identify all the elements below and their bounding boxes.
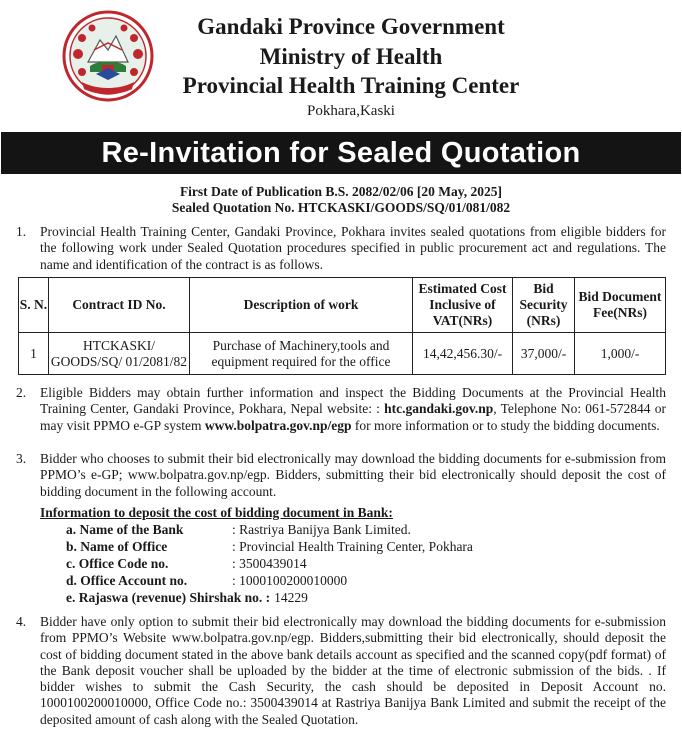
bank-row-office-code — [66, 556, 307, 572]
notice-title-banner: Re-Invitation for Sealed Quotation — [1, 132, 681, 174]
cell-bid-fee: 1,000/- — [575, 333, 666, 375]
bank-info-heading: Information to deposit the cost of bidding document in Bank: — [40, 505, 393, 520]
cell-sn: 1 — [19, 333, 49, 375]
paragraph-2 — [40, 385, 666, 434]
paragraph-number: 1. — [16, 224, 27, 239]
col-header-sn: S. N. — [19, 278, 49, 333]
website-link[interactable]: htc.gandaki.gov.np — [384, 401, 494, 417]
location: Pokhara,Kaski — [307, 103, 395, 119]
bank-row-name — [66, 522, 411, 538]
cell-description: Purchase of Machinery,tools and equipment required for the office — [190, 333, 413, 375]
quotation-number: Sealed Quotation No. HTCKASKI/GOODS/SQ/01/081/082 — [171, 200, 511, 215]
bank-row-office — [66, 539, 473, 555]
bank-row-account — [66, 573, 348, 589]
col-header-bid-security: Bid Security (NRs) — [513, 278, 575, 333]
paragraph-number: 2. — [16, 385, 27, 400]
col-header-contract-id: Contract ID No. — [49, 278, 190, 333]
publication-info — [0, 184, 682, 216]
ministry-name: Ministry of Health — [259, 44, 443, 69]
table-row — [19, 333, 666, 375]
government-name: Gandaki Province Government — [197, 14, 505, 39]
cell-estimated-cost: 14,42,456.30/- — [413, 333, 513, 375]
cell-contract-id: HTCKASKI/ GOODS/SQ/ 01/2081/82 — [49, 333, 190, 375]
paragraph-3: Bidder who chooses to submit their bid electronically may download the bidding documents for e-submission from PPMO’s e-GP; www.bolpatra.gov.np/egp. Bidders, submitting their bid electronically should deposit the cost of bidding document in the following account. — [40, 451, 666, 499]
col-header-description: Description of work — [190, 278, 413, 333]
paragraph-number: 3. — [16, 451, 27, 466]
col-header-bid-fee: Bid Document Fee(NRs) — [575, 278, 666, 333]
paragraph-2-text-c: for more information or to study the bidding documents. — [351, 417, 660, 433]
cell-bid-security: 37,000/- — [513, 333, 575, 375]
publication-date: First Date of Publication B.S. 2082/02/06 [20 May, 2025] — [179, 184, 503, 199]
paragraph-number: 4. — [16, 614, 27, 629]
table-header-row — [19, 278, 666, 333]
bank-row-label: c. Office Code no. — [66, 556, 169, 571]
paragraph-2-text-b: , Telephone No: 061-572844 or may visit PPMO e-GP system — [40, 401, 667, 433]
bank-row-value: : Rastriya Banijya Bank Limited. — [232, 522, 411, 537]
bank-row-value: 14229 — [274, 590, 308, 605]
bank-row-label: e. Rajaswa (revenue) Shirshak no. : — [66, 590, 271, 605]
bank-row-value: : 3500439014 — [232, 556, 307, 571]
bank-row-label: d. Office Account no. — [66, 573, 188, 588]
bank-row-value: : Provincial Health Training Center, Pokhara — [232, 539, 473, 554]
contract-table — [18, 277, 666, 375]
bank-row-revenue — [66, 590, 308, 606]
center-name: Provincial Health Training Center — [182, 73, 520, 98]
paragraph-4: Bidder have only option to submit their bid electronically may download the bidding documents for e-submission from PPMO’s Website www.bolpatra.gov.np/egp. Bidders,submitting their bid electronically, should deposit the cost of bidding document stated in the above bank details account as specified and the scanned copy(pdf format) of the Bank deposit voucher shall be uploaded by the bidder at the time of electronic submission of the bids. . If bidder wishes to submit the Cash Security, the cash should be deposited in Deposit Account no. 1000100200010000, Office Code no.: 3500439014 at Rastriya Banijya Bank Limited and submit the receipt of the deposited amount of cash along with the Sealed Quotation. — [40, 614, 666, 727]
bank-row-label: a. Name of the Bank — [66, 522, 184, 537]
col-header-estimated-cost: Estimated Cost Inclusive of VAT(NRs) — [413, 278, 513, 333]
notice-header — [0, 0, 682, 130]
egp-link[interactable]: www.bolpatra.gov.np/egp — [204, 417, 352, 433]
bank-row-value: : 1000100200010000 — [232, 573, 348, 588]
paragraph-2-text-a: Eligible Bidders may obtain further information and inspect the Bidding Documents at the Provincial Health Training Center, Gandaki Province, Pokhara, Nepal website: : — [40, 385, 666, 417]
bank-row-label: b. Name of Office — [66, 539, 168, 554]
paragraph-1: Provincial Health Training Center, Gandaki Province, Pokhara invites sealed quotations from eligible bidders for the following work under Sealed Quotation procedures specified in public procurement act and regulations. The name and identification of the contract is as follows. — [40, 224, 666, 272]
